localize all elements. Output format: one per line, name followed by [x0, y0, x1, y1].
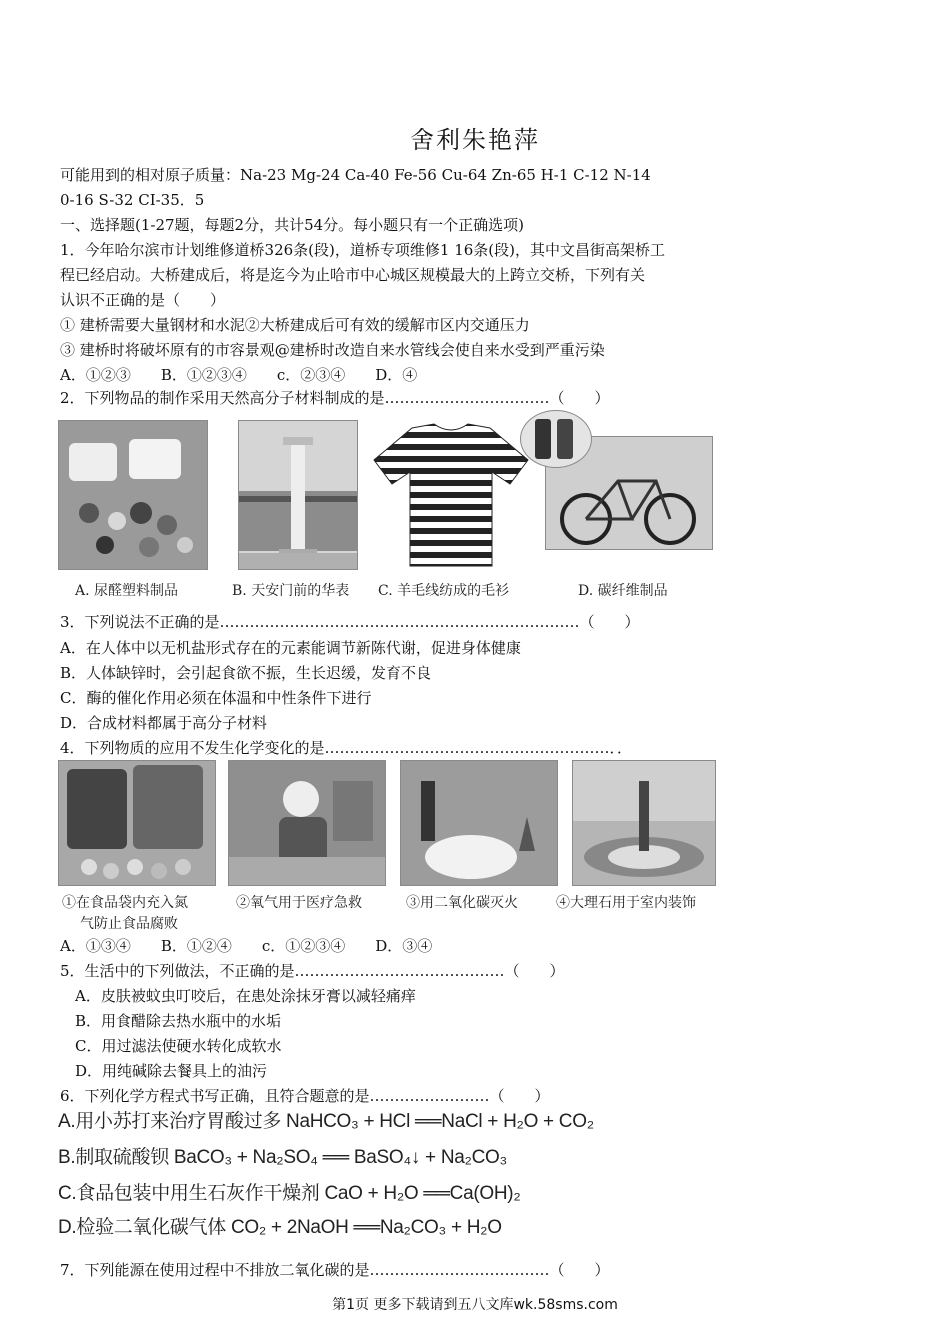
q3-option-a: A．在人体中以无机盐形式存在的元素能调节新陈代谢，促进身体健康	[60, 639, 521, 657]
q5-option-d: D．用纯碱除去餐具上的油污	[75, 1062, 268, 1080]
q1-statement-1: ① 建桥需要大量钢材和水泥②大桥建成后可有效的缓解市区内交通压力	[60, 316, 530, 334]
food-bag-photo	[58, 760, 216, 886]
page-title: 舍利朱艳萍	[410, 126, 540, 154]
urea-plastic-photo	[58, 420, 208, 570]
section-header: 一、选择题(1-27题，每题2分，共计54分。每小题只有一个正确选项)	[60, 216, 525, 234]
q4-caption-2: ②氧气用于医疗急救	[236, 895, 362, 911]
striped-sweater-photo	[372, 420, 530, 568]
q6-option-c: C.食品包装中用生石灰作干燥剂 CaO + H₂O ══Ca(OH)₂	[58, 1183, 521, 1204]
q4-caption-3: ③用二氧化碳灭火	[406, 895, 518, 911]
q4-stem: 4．下列物质的应用不发生化学变化的是…………………………………………………．．	[60, 739, 633, 757]
q1-options: A．①②③ B．①②③④ c．②③④ D．④	[60, 366, 418, 384]
q5-stem: 5．生活中的下列做法，不正确的是……………………………………（ ）	[60, 962, 565, 980]
q2-caption-d: D. 碳纤维制品	[578, 583, 668, 599]
page-footer: 第1页 更多下载请到五八文库wk.58sms.com	[332, 1297, 618, 1313]
q1-line-2: 程已经启动。大桥建成后，将是迄今为止哈市中心城区规模最大的上跨立交桥，下列有关	[60, 266, 646, 284]
q3-stem: 3．下列说法不正确的是………………………………………………………………（ ）	[60, 613, 640, 631]
atomic-mass-line-2: 0-16 S-32 CI-35．5	[60, 191, 205, 209]
q6-option-b: B.制取硫酸钡 BaCO₃ + Na₂SO₄ ══ BaSO₄↓ + Na₂CO₃	[58, 1147, 507, 1168]
q2-caption-b: B. 天安门前的华表	[232, 583, 350, 599]
q2-stem: 2．下列物品的制作采用天然高分子材料制成的是……………………………（ ）	[60, 389, 610, 407]
carbon-tube-inset-icon	[520, 410, 592, 468]
q6-option-a: A.用小苏打来治疗胃酸过多 NaHCO₃ + HCl ══NaCl + H₂O + CO₂	[58, 1111, 594, 1132]
q4-caption-1-line-2: 气防止食品腐败	[80, 916, 178, 932]
q2-caption-a: A. 尿醛塑料制品	[75, 583, 179, 599]
q3-option-c: C．酶的催化作用必须在体温和中性条件下进行	[60, 689, 372, 707]
q7-stem: 7．下列能源在使用过程中不排放二氧化碳的是………………………………（ ）	[60, 1261, 610, 1279]
q5-option-c: C．用过滤法使硬水转化成软水	[75, 1037, 282, 1055]
q1-line-1: 1．今年哈尔滨市计划维修道桥326条(段)，道桥专项维修1 16条(段)，其中文昌街高架桥工	[60, 241, 665, 259]
q1-line-3: 认识不正确的是（ ）	[60, 291, 226, 309]
atomic-mass-line-1: 可能用到的相对原子质量：Na-23 Mg-24 Ca-40 Fe-56 Cu-64 Zn-65 H-1 C-12 N-14	[60, 166, 651, 184]
marble-floor-photo	[572, 760, 716, 886]
q4-caption-4: ④大理石用于室内装饰	[556, 895, 696, 911]
q4-caption-1: ①在食品袋内充入氮	[62, 895, 188, 911]
huabiao-photo	[238, 420, 358, 570]
q5-option-b: B．用食醋除去热水瓶中的水垢	[75, 1012, 282, 1030]
fire-extinguish-photo	[400, 760, 558, 886]
q6-stem: 6．下列化学方程式书写正确，且符合题意的是……………………（ ）	[60, 1087, 550, 1105]
q1-statement-2: ③ 建桥时将破坏原有的市容景观@建桥时改造自来水管线会使自来水受到严重污染	[60, 341, 605, 359]
q4-options: A．①③④ B．①②④ c．①②③④ D．③④	[60, 937, 433, 955]
q2-caption-c: C. 羊毛线纺成的毛衫	[378, 583, 510, 599]
q5-option-a: A．皮肤被蚊虫叮咬后，在患处涂抹牙膏以减轻痛痒	[75, 987, 416, 1005]
q3-option-b: B．人体缺锌时，会引起食欲不振，生长迟缓，发育不良	[60, 664, 432, 682]
q6-option-d: D.检验二氧化碳气体 CO₂ + 2NaOH ══Na₂CO₃ + H₂O	[58, 1217, 502, 1238]
q3-option-d: D．合成材料都属于高分子材料	[60, 714, 268, 732]
medical-oxygen-photo	[228, 760, 386, 886]
